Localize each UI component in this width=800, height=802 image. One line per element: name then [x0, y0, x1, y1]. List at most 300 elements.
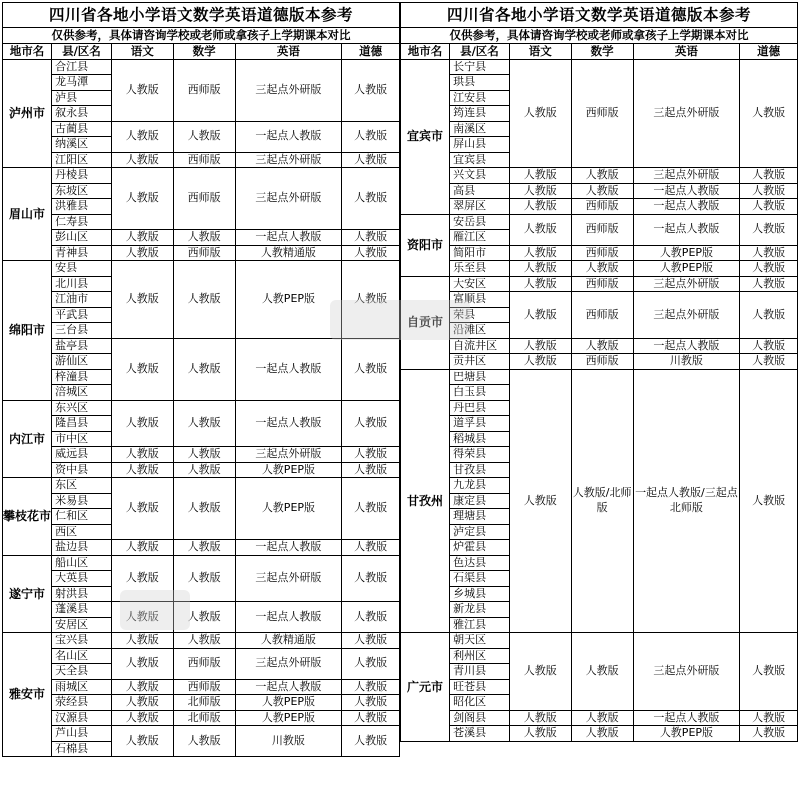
shuxue-cell: 西师版	[173, 152, 235, 168]
header-city: 地市名	[3, 44, 52, 60]
header-county: 县/区名	[52, 44, 112, 60]
header-shuxue: 数学	[571, 44, 633, 60]
daode-cell: 人教版	[342, 400, 400, 447]
page-note: 仅供参考，具体请咨询学校或老师或拿孩子上学期课本对比	[3, 28, 400, 44]
yingyu-cell: 三起点外研版	[235, 447, 342, 463]
header-yuwen: 语文	[111, 44, 173, 60]
table-row	[3, 230, 400, 246]
city-cell: 绵阳市	[3, 261, 52, 401]
daode-cell: 人教版	[342, 261, 400, 339]
table-row	[3, 121, 400, 137]
yingyu-cell: 三起点外研版	[633, 59, 740, 168]
yingyu-cell: 人教PEP版	[235, 261, 342, 339]
county-cell: 名山区	[52, 648, 112, 664]
yingyu-cell: 人教PEP版	[235, 695, 342, 711]
shuxue-cell: 人教版	[173, 602, 235, 633]
yingyu-cell: 人教PEP版	[633, 261, 740, 277]
page-note: 仅供参考，具体请咨询学校或老师或拿孩子上学期课本对比	[401, 28, 798, 44]
page-title: 四川省各地小学语文数学英语道德版本参考	[401, 3, 798, 28]
yingyu-cell: 三起点外研版	[633, 168, 740, 184]
table-row	[401, 633, 798, 649]
county-cell: 贡井区	[450, 354, 510, 370]
county-cell: 苍溪县	[450, 726, 510, 742]
daode-cell: 人教版	[342, 602, 400, 633]
yuwen-cell: 人教版	[111, 726, 173, 757]
yuwen-cell: 人教版	[111, 261, 173, 339]
county-cell: 东坡区	[52, 183, 112, 199]
county-cell: 甘孜县	[450, 462, 510, 478]
yuwen-cell: 人教版	[509, 59, 571, 168]
yingyu-cell: 人教精通版	[235, 245, 342, 261]
county-cell: 北川县	[52, 276, 112, 292]
table-row	[3, 633, 400, 649]
shuxue-cell: 人教版	[571, 710, 633, 726]
shuxue-cell: 西师版	[173, 679, 235, 695]
daode-cell: 人教版	[740, 633, 798, 711]
shuxue-cell: 西师版	[571, 245, 633, 261]
table-row	[401, 710, 798, 726]
county-cell: 江油市	[52, 292, 112, 308]
left-table	[2, 2, 400, 757]
county-cell: 稻城县	[450, 431, 510, 447]
county-cell: 筠连县	[450, 106, 510, 122]
city-cell: 宜宾市	[401, 59, 450, 214]
table-row	[3, 338, 400, 354]
yuwen-cell: 人教版	[509, 168, 571, 184]
table-row	[401, 726, 798, 742]
daode-cell: 人教版	[740, 292, 798, 339]
yuwen-cell: 人教版	[509, 214, 571, 245]
county-cell: 南溪区	[450, 121, 510, 137]
city-cell: 眉山市	[3, 168, 52, 261]
yuwen-cell: 人教版	[111, 695, 173, 711]
daode-cell: 人教版	[342, 462, 400, 478]
yuwen-cell: 人教版	[111, 679, 173, 695]
daode-cell: 人教版	[740, 276, 798, 292]
county-cell: 仁寿县	[52, 214, 112, 230]
county-cell: 长宁县	[450, 59, 510, 75]
county-cell: 安岳县	[450, 214, 510, 230]
table-row	[401, 245, 798, 261]
yuwen-cell: 人教版	[111, 400, 173, 447]
daode-cell: 人教版	[740, 338, 798, 354]
county-cell: 高县	[450, 183, 510, 199]
yingyu-cell: 一起点人教版	[235, 540, 342, 556]
yuwen-cell: 人教版	[111, 648, 173, 679]
daode-cell: 人教版	[342, 540, 400, 556]
yuwen-cell: 人教版	[509, 276, 571, 292]
table-row	[3, 400, 400, 416]
shuxue-cell: 西师版	[173, 168, 235, 230]
county-cell: 彭山区	[52, 230, 112, 246]
yingyu-cell: 三起点外研版	[633, 276, 740, 292]
yingyu-cell: 人教PEP版	[633, 245, 740, 261]
yuwen-cell: 人教版	[509, 245, 571, 261]
yingyu-cell: 一起点人教版	[235, 121, 342, 152]
county-cell: 洪雅县	[52, 199, 112, 215]
daode-cell: 人教版	[342, 555, 400, 602]
shuxue-cell: 北师版	[173, 695, 235, 711]
table-row	[3, 710, 400, 726]
county-cell: 珙县	[450, 75, 510, 91]
table-row	[3, 726, 400, 742]
yuwen-cell: 人教版	[509, 369, 571, 633]
table-row	[401, 261, 798, 277]
shuxue-cell: 西师版	[173, 59, 235, 121]
county-cell: 石渠县	[450, 571, 510, 587]
daode-cell: 人教版	[740, 354, 798, 370]
shuxue-cell: 人教版	[173, 462, 235, 478]
table-row	[3, 261, 400, 277]
yingyu-cell: 一起点人教版	[235, 338, 342, 400]
county-cell: 船山区	[52, 555, 112, 571]
daode-cell: 人教版	[342, 152, 400, 168]
shuxue-cell: 西师版	[571, 292, 633, 339]
yuwen-cell: 人教版	[509, 710, 571, 726]
county-cell: 合江县	[52, 59, 112, 75]
daode-cell: 人教版	[740, 183, 798, 199]
shuxue-cell: 人教版	[173, 726, 235, 757]
daode-cell: 人教版	[342, 230, 400, 246]
header-yuwen: 语文	[509, 44, 571, 60]
table-row	[401, 214, 798, 230]
yingyu-cell: 三起点外研版	[633, 292, 740, 339]
yingyu-cell: 一起点人教版	[235, 602, 342, 633]
table-row	[3, 447, 400, 463]
yuwen-cell: 人教版	[111, 633, 173, 649]
county-cell: 盐亭县	[52, 338, 112, 354]
daode-cell: 人教版	[342, 168, 400, 230]
header-daode: 道德	[740, 44, 798, 60]
header-yingyu: 英语	[235, 44, 342, 60]
yuwen-cell: 人教版	[111, 168, 173, 230]
table-row	[401, 199, 798, 215]
table-row	[401, 338, 798, 354]
header-county: 县/区名	[450, 44, 510, 60]
yingyu-cell: 川教版	[633, 354, 740, 370]
county-cell: 乐至县	[450, 261, 510, 277]
city-cell: 遂宁市	[3, 555, 52, 633]
shuxue-cell: 人教版	[173, 633, 235, 649]
shuxue-cell: 西师版	[571, 354, 633, 370]
county-cell: 雁江区	[450, 230, 510, 246]
county-cell: 青神县	[52, 245, 112, 261]
county-cell: 昭化区	[450, 695, 510, 711]
shuxue-cell: 西师版	[571, 276, 633, 292]
table-row	[3, 695, 400, 711]
county-cell: 古蔺县	[52, 121, 112, 137]
county-cell: 泸定县	[450, 524, 510, 540]
yingyu-cell: 三起点外研版	[235, 648, 342, 679]
county-cell: 大安区	[450, 276, 510, 292]
county-cell: 沿滩区	[450, 323, 510, 339]
header-yingyu: 英语	[633, 44, 740, 60]
shuxue-cell: 人教版	[173, 400, 235, 447]
county-cell: 雨城区	[52, 679, 112, 695]
shuxue-cell: 西师版	[173, 245, 235, 261]
daode-cell: 人教版	[342, 59, 400, 121]
shuxue-cell: 人教版	[173, 261, 235, 339]
shuxue-cell: 人教版	[173, 230, 235, 246]
county-cell: 天全县	[52, 664, 112, 680]
yuwen-cell: 人教版	[509, 183, 571, 199]
county-cell: 荣县	[450, 307, 510, 323]
daode-cell: 人教版	[740, 168, 798, 184]
table-row	[401, 354, 798, 370]
yuwen-cell: 人教版	[509, 338, 571, 354]
yuwen-cell: 人教版	[509, 633, 571, 711]
county-cell: 梓潼县	[52, 369, 112, 385]
daode-cell: 人教版	[740, 59, 798, 168]
yingyu-cell: 人教PEP版	[235, 710, 342, 726]
county-cell: 盐边县	[52, 540, 112, 556]
daode-cell: 人教版	[342, 726, 400, 757]
shuxue-cell: 人教版	[173, 338, 235, 400]
table-row	[3, 462, 400, 478]
county-cell: 汉源县	[52, 710, 112, 726]
county-cell: 屏山县	[450, 137, 510, 153]
yingyu-cell: 一起点人教版	[633, 199, 740, 215]
yingyu-cell: 一起点人教版	[633, 338, 740, 354]
county-cell: 东兴区	[52, 400, 112, 416]
county-cell: 泸县	[52, 90, 112, 106]
county-cell: 江阳区	[52, 152, 112, 168]
shuxue-cell: 人教版	[173, 540, 235, 556]
yuwen-cell: 人教版	[509, 199, 571, 215]
yuwen-cell: 人教版	[111, 462, 173, 478]
yingyu-cell: 三起点外研版	[235, 152, 342, 168]
county-cell: 乡城县	[450, 586, 510, 602]
table-row	[401, 369, 798, 385]
shuxue-cell: 西师版	[571, 199, 633, 215]
county-cell: 隆昌县	[52, 416, 112, 432]
yingyu-cell: 一起点人教版	[235, 400, 342, 447]
daode-cell: 人教版	[342, 679, 400, 695]
county-cell: 江安县	[450, 90, 510, 106]
shuxue-cell: 人教版	[571, 726, 633, 742]
county-cell: 龙马潭	[52, 75, 112, 91]
shuxue-cell: 人教版	[571, 261, 633, 277]
yingyu-cell: 一起点人教版	[633, 214, 740, 245]
county-cell: 翠屏区	[450, 199, 510, 215]
shuxue-cell: 人教版	[571, 338, 633, 354]
city-cell: 甘孜州	[401, 369, 450, 633]
county-cell: 宝兴县	[52, 633, 112, 649]
county-cell: 得荣县	[450, 447, 510, 463]
city-cell: 泸州市	[3, 59, 52, 168]
shuxue-cell: 人教版	[173, 121, 235, 152]
county-cell: 丹棱县	[52, 168, 112, 184]
yuwen-cell: 人教版	[111, 447, 173, 463]
table-row	[3, 679, 400, 695]
yingyu-cell: 三起点外研版	[235, 168, 342, 230]
county-cell: 芦山县	[52, 726, 112, 742]
daode-cell: 人教版	[740, 369, 798, 633]
daode-cell: 人教版	[740, 726, 798, 742]
shuxue-cell: 人教版	[571, 168, 633, 184]
yingyu-cell: 三起点外研版	[235, 59, 342, 121]
shuxue-cell: 人教版	[173, 447, 235, 463]
county-cell: 东区	[52, 478, 112, 494]
yuwen-cell: 人教版	[509, 261, 571, 277]
shuxue-cell: 西师版	[571, 214, 633, 245]
county-cell: 兴文县	[450, 168, 510, 184]
yuwen-cell: 人教版	[111, 540, 173, 556]
county-cell: 巴塘县	[450, 369, 510, 385]
city-cell: 内江市	[3, 400, 52, 478]
daode-cell: 人教版	[342, 478, 400, 540]
county-cell: 宜宾县	[450, 152, 510, 168]
county-cell: 炉霍县	[450, 540, 510, 556]
table-row	[3, 602, 400, 618]
yuwen-cell: 人教版	[509, 292, 571, 339]
yingyu-cell: 川教版	[235, 726, 342, 757]
county-cell: 朝天区	[450, 633, 510, 649]
county-cell: 利州区	[450, 648, 510, 664]
yingyu-cell: 一起点人教版	[235, 679, 342, 695]
county-cell: 市中区	[52, 431, 112, 447]
yuwen-cell: 人教版	[111, 555, 173, 602]
shuxue-cell: 人教版	[173, 555, 235, 602]
table-row	[3, 478, 400, 494]
county-cell: 仁和区	[52, 509, 112, 525]
page	[2, 2, 798, 798]
yingyu-cell: 一起点人教版	[633, 183, 740, 199]
county-cell: 纳溪区	[52, 137, 112, 153]
daode-cell: 人教版	[342, 245, 400, 261]
daode-cell: 人教版	[342, 710, 400, 726]
yingyu-cell: 一起点人教版	[235, 230, 342, 246]
yingyu-cell: 人教PEP版	[235, 462, 342, 478]
city-cell: 资阳市	[401, 214, 450, 276]
shuxue-cell: 人教版	[571, 183, 633, 199]
table-row	[3, 555, 400, 571]
daode-cell: 人教版	[740, 245, 798, 261]
header-city: 地市名	[401, 44, 450, 60]
city-cell: 攀枝花市	[3, 478, 52, 556]
shuxue-cell: 西师版	[173, 648, 235, 679]
county-cell: 旺苍县	[450, 679, 510, 695]
shuxue-cell: 人教版	[173, 478, 235, 540]
yuwen-cell: 人教版	[111, 121, 173, 152]
daode-cell: 人教版	[740, 214, 798, 245]
county-cell: 米易县	[52, 493, 112, 509]
county-cell: 游仙区	[52, 354, 112, 370]
yingyu-cell: 一起点人教版	[633, 710, 740, 726]
yuwen-cell: 人教版	[111, 245, 173, 261]
shuxue-cell: 北师版	[173, 710, 235, 726]
header-daode: 道德	[342, 44, 400, 60]
yingyu-cell: 人教精通版	[235, 633, 342, 649]
daode-cell: 人教版	[740, 261, 798, 277]
table-row	[401, 183, 798, 199]
county-cell: 富顺县	[450, 292, 510, 308]
daode-cell: 人教版	[342, 338, 400, 400]
yuwen-cell: 人教版	[111, 710, 173, 726]
right-table	[400, 2, 798, 742]
yuwen-cell: 人教版	[111, 59, 173, 121]
county-cell: 威远县	[52, 447, 112, 463]
page-title: 四川省各地小学语文数学英语道德版本参考	[3, 3, 400, 28]
county-cell: 丹巴县	[450, 400, 510, 416]
county-cell: 青川县	[450, 664, 510, 680]
table-row	[401, 276, 798, 292]
county-cell: 平武县	[52, 307, 112, 323]
table-row	[3, 540, 400, 556]
county-cell: 石棉县	[52, 741, 112, 757]
county-cell: 涪城区	[52, 385, 112, 401]
county-cell: 资中县	[52, 462, 112, 478]
table-row	[3, 648, 400, 664]
shuxue-cell: 西师版	[571, 59, 633, 168]
yingyu-cell: 人教PEP版	[235, 478, 342, 540]
shuxue-cell: 人教版	[571, 633, 633, 711]
city-cell: 雅安市	[3, 633, 52, 757]
county-cell: 叙永县	[52, 106, 112, 122]
daode-cell: 人教版	[740, 199, 798, 215]
county-cell: 剑阁县	[450, 710, 510, 726]
yingyu-cell: 人教PEP版	[633, 726, 740, 742]
county-cell: 三台县	[52, 323, 112, 339]
county-cell: 蓬溪县	[52, 602, 112, 618]
city-cell: 自贡市	[401, 276, 450, 369]
table-row	[401, 168, 798, 184]
daode-cell: 人教版	[342, 695, 400, 711]
county-cell: 理塘县	[450, 509, 510, 525]
yuwen-cell: 人教版	[111, 230, 173, 246]
city-cell: 广元市	[401, 633, 450, 742]
header-shuxue: 数学	[173, 44, 235, 60]
yingyu-cell: 一起点人教版/三起点北师版	[633, 369, 740, 633]
daode-cell: 人教版	[740, 710, 798, 726]
yuwen-cell: 人教版	[111, 338, 173, 400]
county-cell: 九龙县	[450, 478, 510, 494]
county-cell: 大英县	[52, 571, 112, 587]
county-cell: 射洪县	[52, 586, 112, 602]
county-cell: 自流井区	[450, 338, 510, 354]
county-cell: 安县	[52, 261, 112, 277]
table-row	[401, 59, 798, 75]
table-row	[401, 292, 798, 308]
yingyu-cell: 三起点外研版	[235, 555, 342, 602]
county-cell: 简阳市	[450, 245, 510, 261]
county-cell: 白玉县	[450, 385, 510, 401]
daode-cell: 人教版	[342, 633, 400, 649]
yuwen-cell: 人教版	[111, 602, 173, 633]
left-panel	[2, 2, 400, 798]
county-cell: 新龙县	[450, 602, 510, 618]
county-cell: 安居区	[52, 617, 112, 633]
table-row	[3, 59, 400, 75]
right-panel	[400, 2, 798, 798]
shuxue-cell: 人教版/北师版	[571, 369, 633, 633]
table-row	[3, 168, 400, 184]
yingyu-cell: 三起点外研版	[633, 633, 740, 711]
county-cell: 西区	[52, 524, 112, 540]
daode-cell: 人教版	[342, 121, 400, 152]
daode-cell: 人教版	[342, 447, 400, 463]
county-cell: 荥经县	[52, 695, 112, 711]
yuwen-cell: 人教版	[111, 478, 173, 540]
yuwen-cell: 人教版	[111, 152, 173, 168]
table-row	[3, 152, 400, 168]
yuwen-cell: 人教版	[509, 354, 571, 370]
county-cell: 色达县	[450, 555, 510, 571]
county-cell: 康定县	[450, 493, 510, 509]
county-cell: 雅江县	[450, 617, 510, 633]
table-row	[3, 245, 400, 261]
county-cell: 道孚县	[450, 416, 510, 432]
